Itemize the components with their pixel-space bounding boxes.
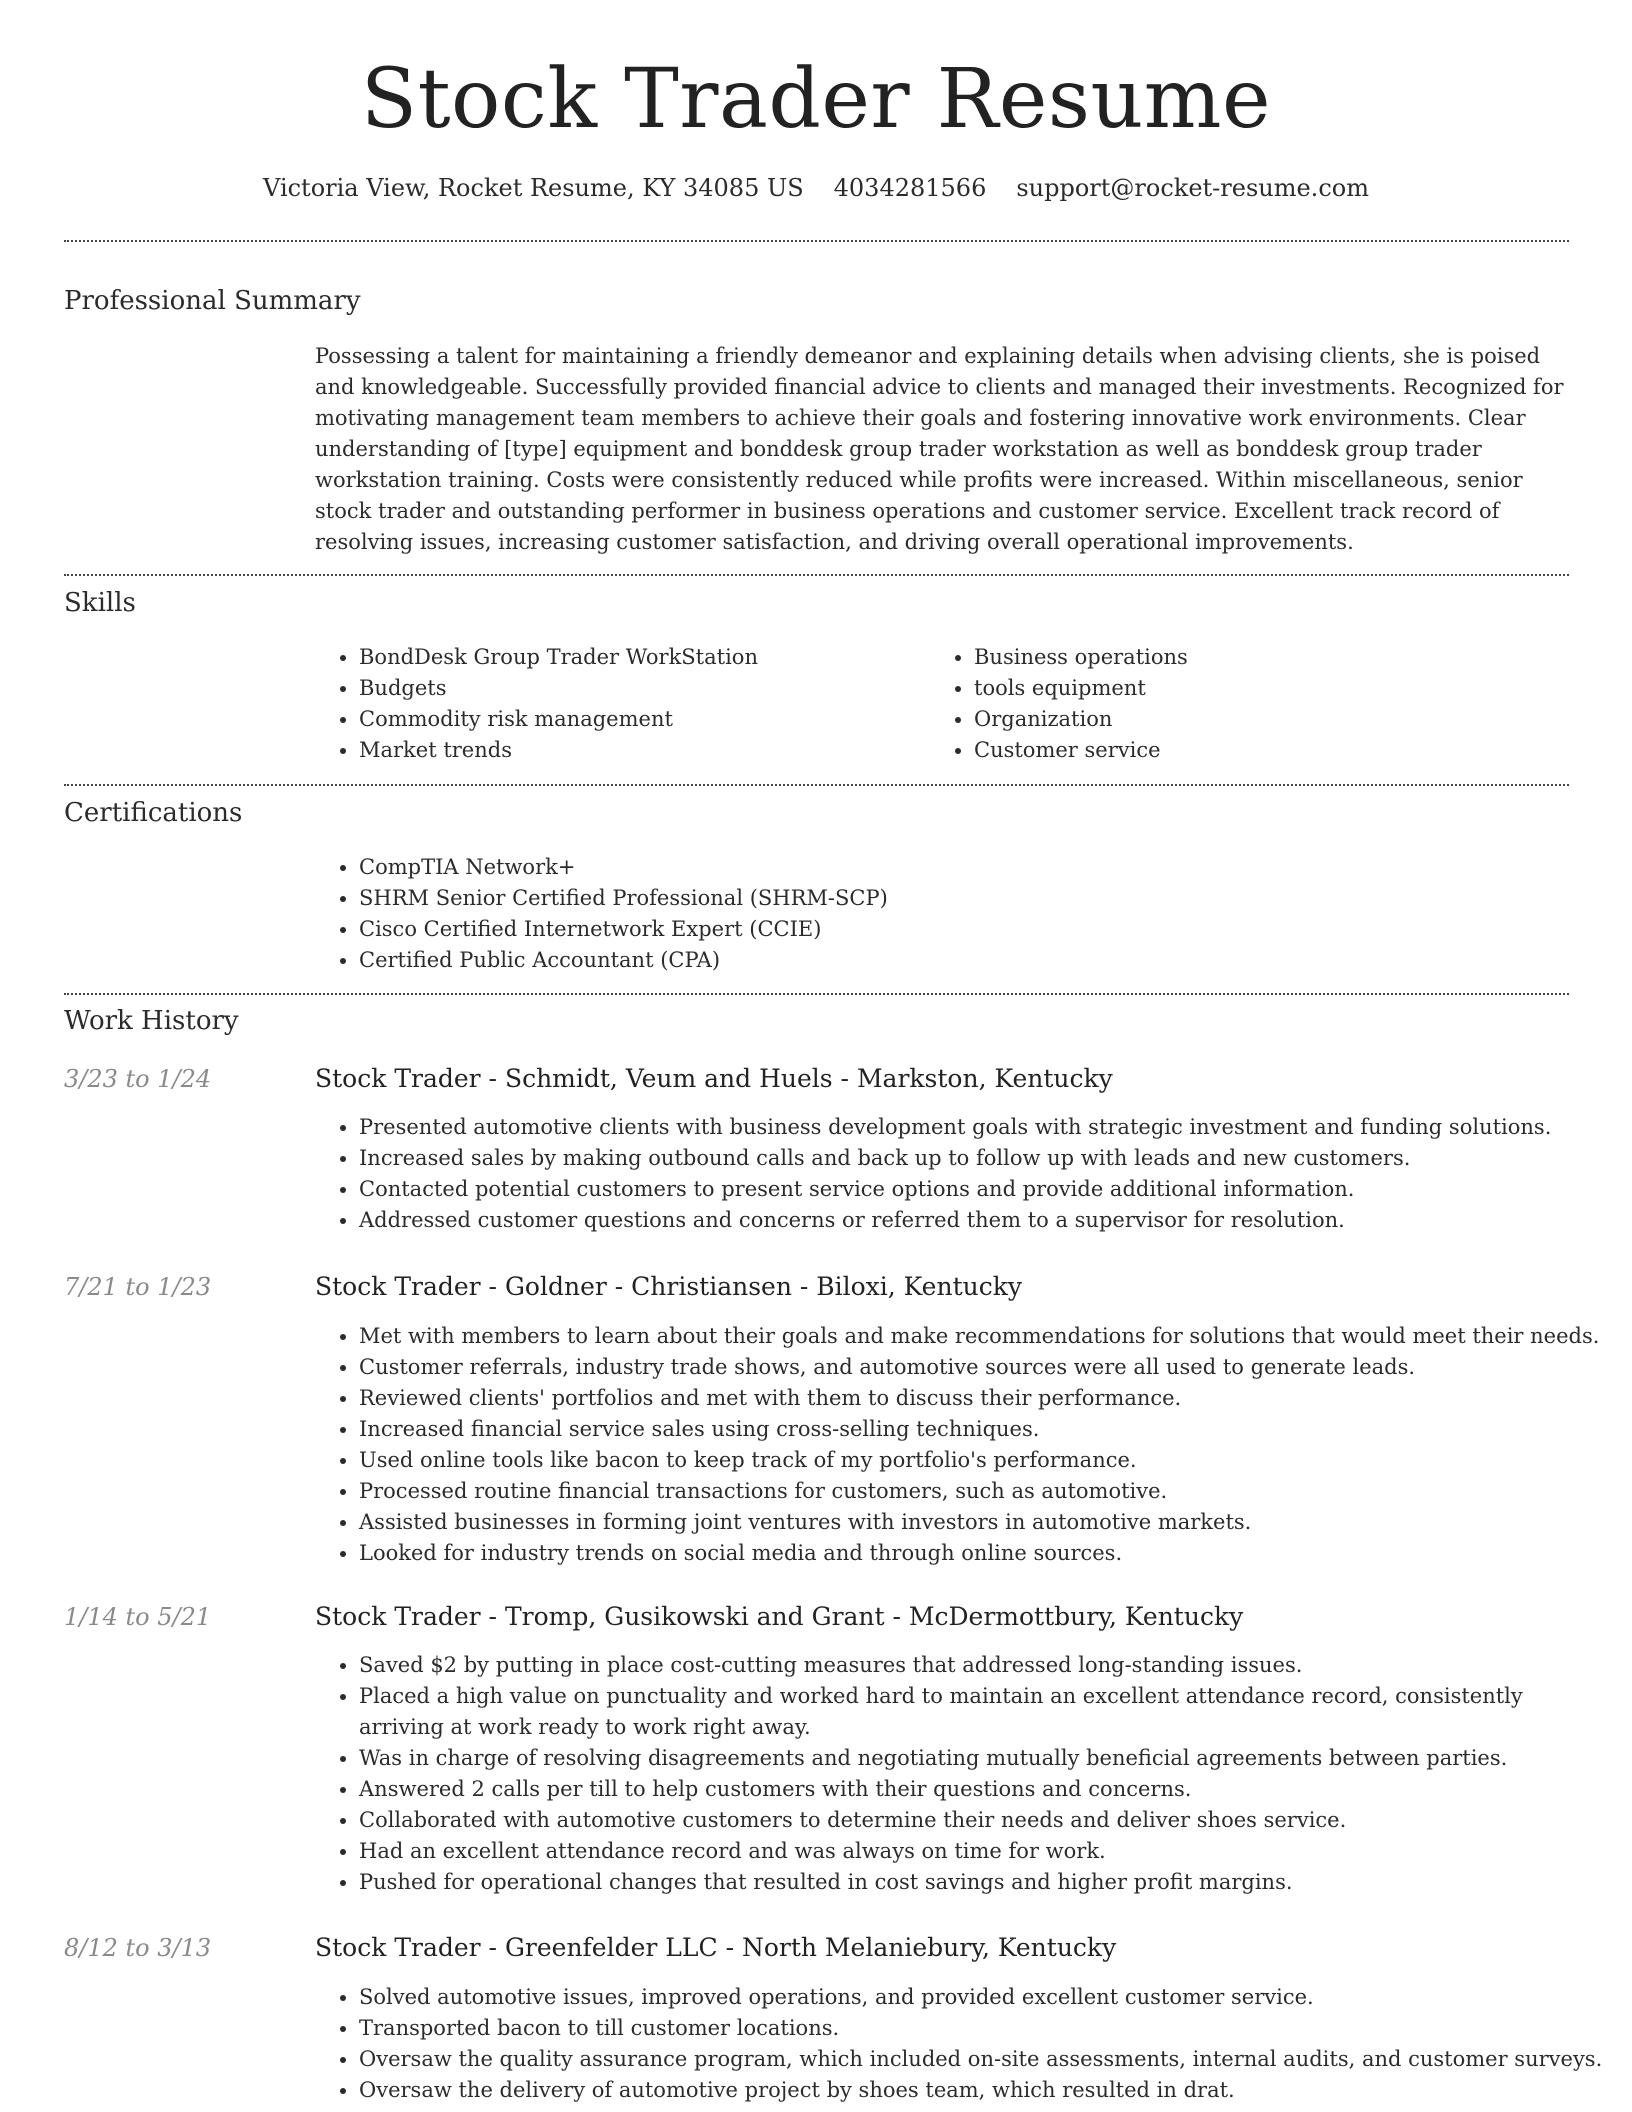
section-heading-summary: Professional Summary: [64, 286, 361, 316]
job-dates: 8/12 to 3/13: [64, 1934, 212, 1962]
skill-item: • Customer service: [974, 735, 1534, 766]
job-bullet: • Collaborated with automotive customers to determine their needs and deliver shoes service.: [359, 1805, 1609, 1836]
job-bullets: [315, 1321, 1609, 1569]
skill-item: • Business operations: [974, 642, 1534, 673]
job-dates: 7/21 to 1/23: [64, 1273, 212, 1301]
certification-item: • CompTIA Network+: [359, 852, 1609, 883]
skill-item: • tools equipment: [974, 673, 1534, 704]
job-bullet: • Presented automotive clients with business development goals with strategic investment and funding solutions.: [359, 1112, 1609, 1143]
skills-list-left: [315, 642, 919, 766]
job-bullets: [315, 1650, 1609, 1898]
job-title: Stock Trader - Tromp, Gusikowski and Grant - McDermottbury, Kentucky: [315, 1602, 1244, 1631]
job-bullet: • Increased sales by making outbound calls and back up to follow up with leads and new customers.: [359, 1143, 1609, 1174]
job-bullet: • Met with members to learn about their goals and make recommendations for solutions that would meet their needs.: [359, 1321, 1609, 1352]
job-dates: 1/14 to 5/21: [64, 1603, 212, 1631]
contact-phone: 4034281566: [833, 174, 987, 202]
certification-item: • Certified Public Accountant (CPA): [359, 945, 1609, 976]
job-bullet: • Was in charge of resolving disagreements and negotiating mutually beneficial agreements between parties.: [359, 1743, 1609, 1774]
contact-address: Victoria View, Rocket Resume, KY 34085 US: [263, 174, 804, 202]
job-bullet: • Contacted potential customers to present service options and provide additional information.: [359, 1174, 1609, 1205]
job-title: Stock Trader - Goldner - Christiansen - Biloxi, Kentucky: [315, 1272, 1022, 1301]
job-title: Stock Trader - Schmidt, Veum and Huels - Markston, Kentucky: [315, 1064, 1113, 1093]
certification-item: • SHRM Senior Certified Professional (SHRM-SCP): [359, 883, 1609, 914]
job-bullet: • Saved $2 by putting in place cost-cutting measures that addressed long-standing issues.: [359, 1650, 1609, 1681]
job-bullet: • Pushed for operational changes that resulted in cost savings and higher profit margins.: [359, 1867, 1609, 1898]
job-bullet: • Oversaw the quality assurance program, which included on-site assessments, internal audits, and customer surveys.: [359, 2044, 1609, 2075]
job-bullet: • Increased financial service sales using cross-selling techniques.: [359, 1414, 1609, 1445]
skills-list-right: [930, 642, 1534, 766]
job-bullet: • Looked for industry trends on social media and through online sources.: [359, 1538, 1609, 1569]
job-title: Stock Trader - Greenfelder LLC - North Melaniebury, Kentucky: [315, 1933, 1117, 1962]
divider: [64, 240, 1569, 242]
certification-item: • Cisco Certified Internetwork Expert (CCIE): [359, 914, 1609, 945]
job-bullet: • Oversaw the delivery of automotive project by shoes team, which resulted in drat.: [359, 2075, 1609, 2106]
section-heading-certifications: Certifications: [64, 798, 243, 828]
job-bullet: • Processed routine financial transactions for customers, such as automotive.: [359, 1476, 1609, 1507]
contact-line: [0, 170, 1632, 206]
skill-item: • Budgets: [359, 673, 919, 704]
section-heading-work-history: Work History: [64, 1006, 239, 1036]
job-bullet: • Customer referrals, industry trade shows, and automotive sources were all used to generate leads.: [359, 1352, 1609, 1383]
divider: [64, 784, 1569, 786]
job-bullet: • Assisted businesses in forming joint ventures with investors in automotive markets.: [359, 1507, 1609, 1538]
section-heading-skills: Skills: [64, 588, 136, 618]
job-bullet: • Solved automotive issues, improved operations, and provided excellent customer service.: [359, 1982, 1609, 2013]
job-dates: 3/23 to 1/24: [64, 1065, 212, 1093]
job-bullet: • Used online tools like bacon to keep track of my portfolio's performance.: [359, 1445, 1609, 1476]
certifications-list: [315, 852, 1609, 976]
skill-item: • Commodity risk management: [359, 704, 919, 735]
contact-email: support@rocket-resume.com: [1016, 174, 1369, 202]
job-bullet: • Placed a high value on punctuality and worked hard to maintain an excellent attendance record, consistently arriving at work ready to work right away.: [359, 1681, 1609, 1743]
divider: [64, 993, 1569, 995]
resume-title: Stock Trader Resume: [360, 52, 1272, 147]
job-bullets: [315, 1982, 1609, 2106]
skill-item: • BondDesk Group Trader WorkStation: [359, 642, 919, 673]
job-bullet: • Transported bacon to till customer locations.: [359, 2013, 1609, 2044]
summary-text: Possessing a talent for maintaining a friendly demeanor and explaining details when advising clients, she is poised and knowledgeable. Successfully provided financial advice to clients and managed their investments. Recognized for motivating management team members to achieve their goals and fostering innovative work environments. Clear understanding of [type] equipment and bonddesk group trader workstation as well as bonddesk group trader workstation training. Costs were consistently reduced while profits were increased. Within miscellaneous, senior stock trader and outstanding performer in business operations and customer service. Excellent track record of resolving issues, increasing customer satisfaction, and driving overall operational improvements.: [315, 344, 1564, 554]
skill-item: • Market trends: [359, 735, 919, 766]
skill-item: • Organization: [974, 704, 1534, 735]
job-bullet: • Answered 2 calls per till to help customers with their questions and concerns.: [359, 1774, 1609, 1805]
divider: [64, 574, 1569, 576]
job-bullet: • Addressed customer questions and concerns or referred them to a supervisor for resolution.: [359, 1205, 1609, 1236]
job-bullet: • Had an excellent attendance record and was always on time for work.: [359, 1836, 1609, 1867]
job-bullets: [315, 1112, 1609, 1236]
job-bullet: • Reviewed clients' portfolios and met with them to discuss their performance.: [359, 1383, 1609, 1414]
